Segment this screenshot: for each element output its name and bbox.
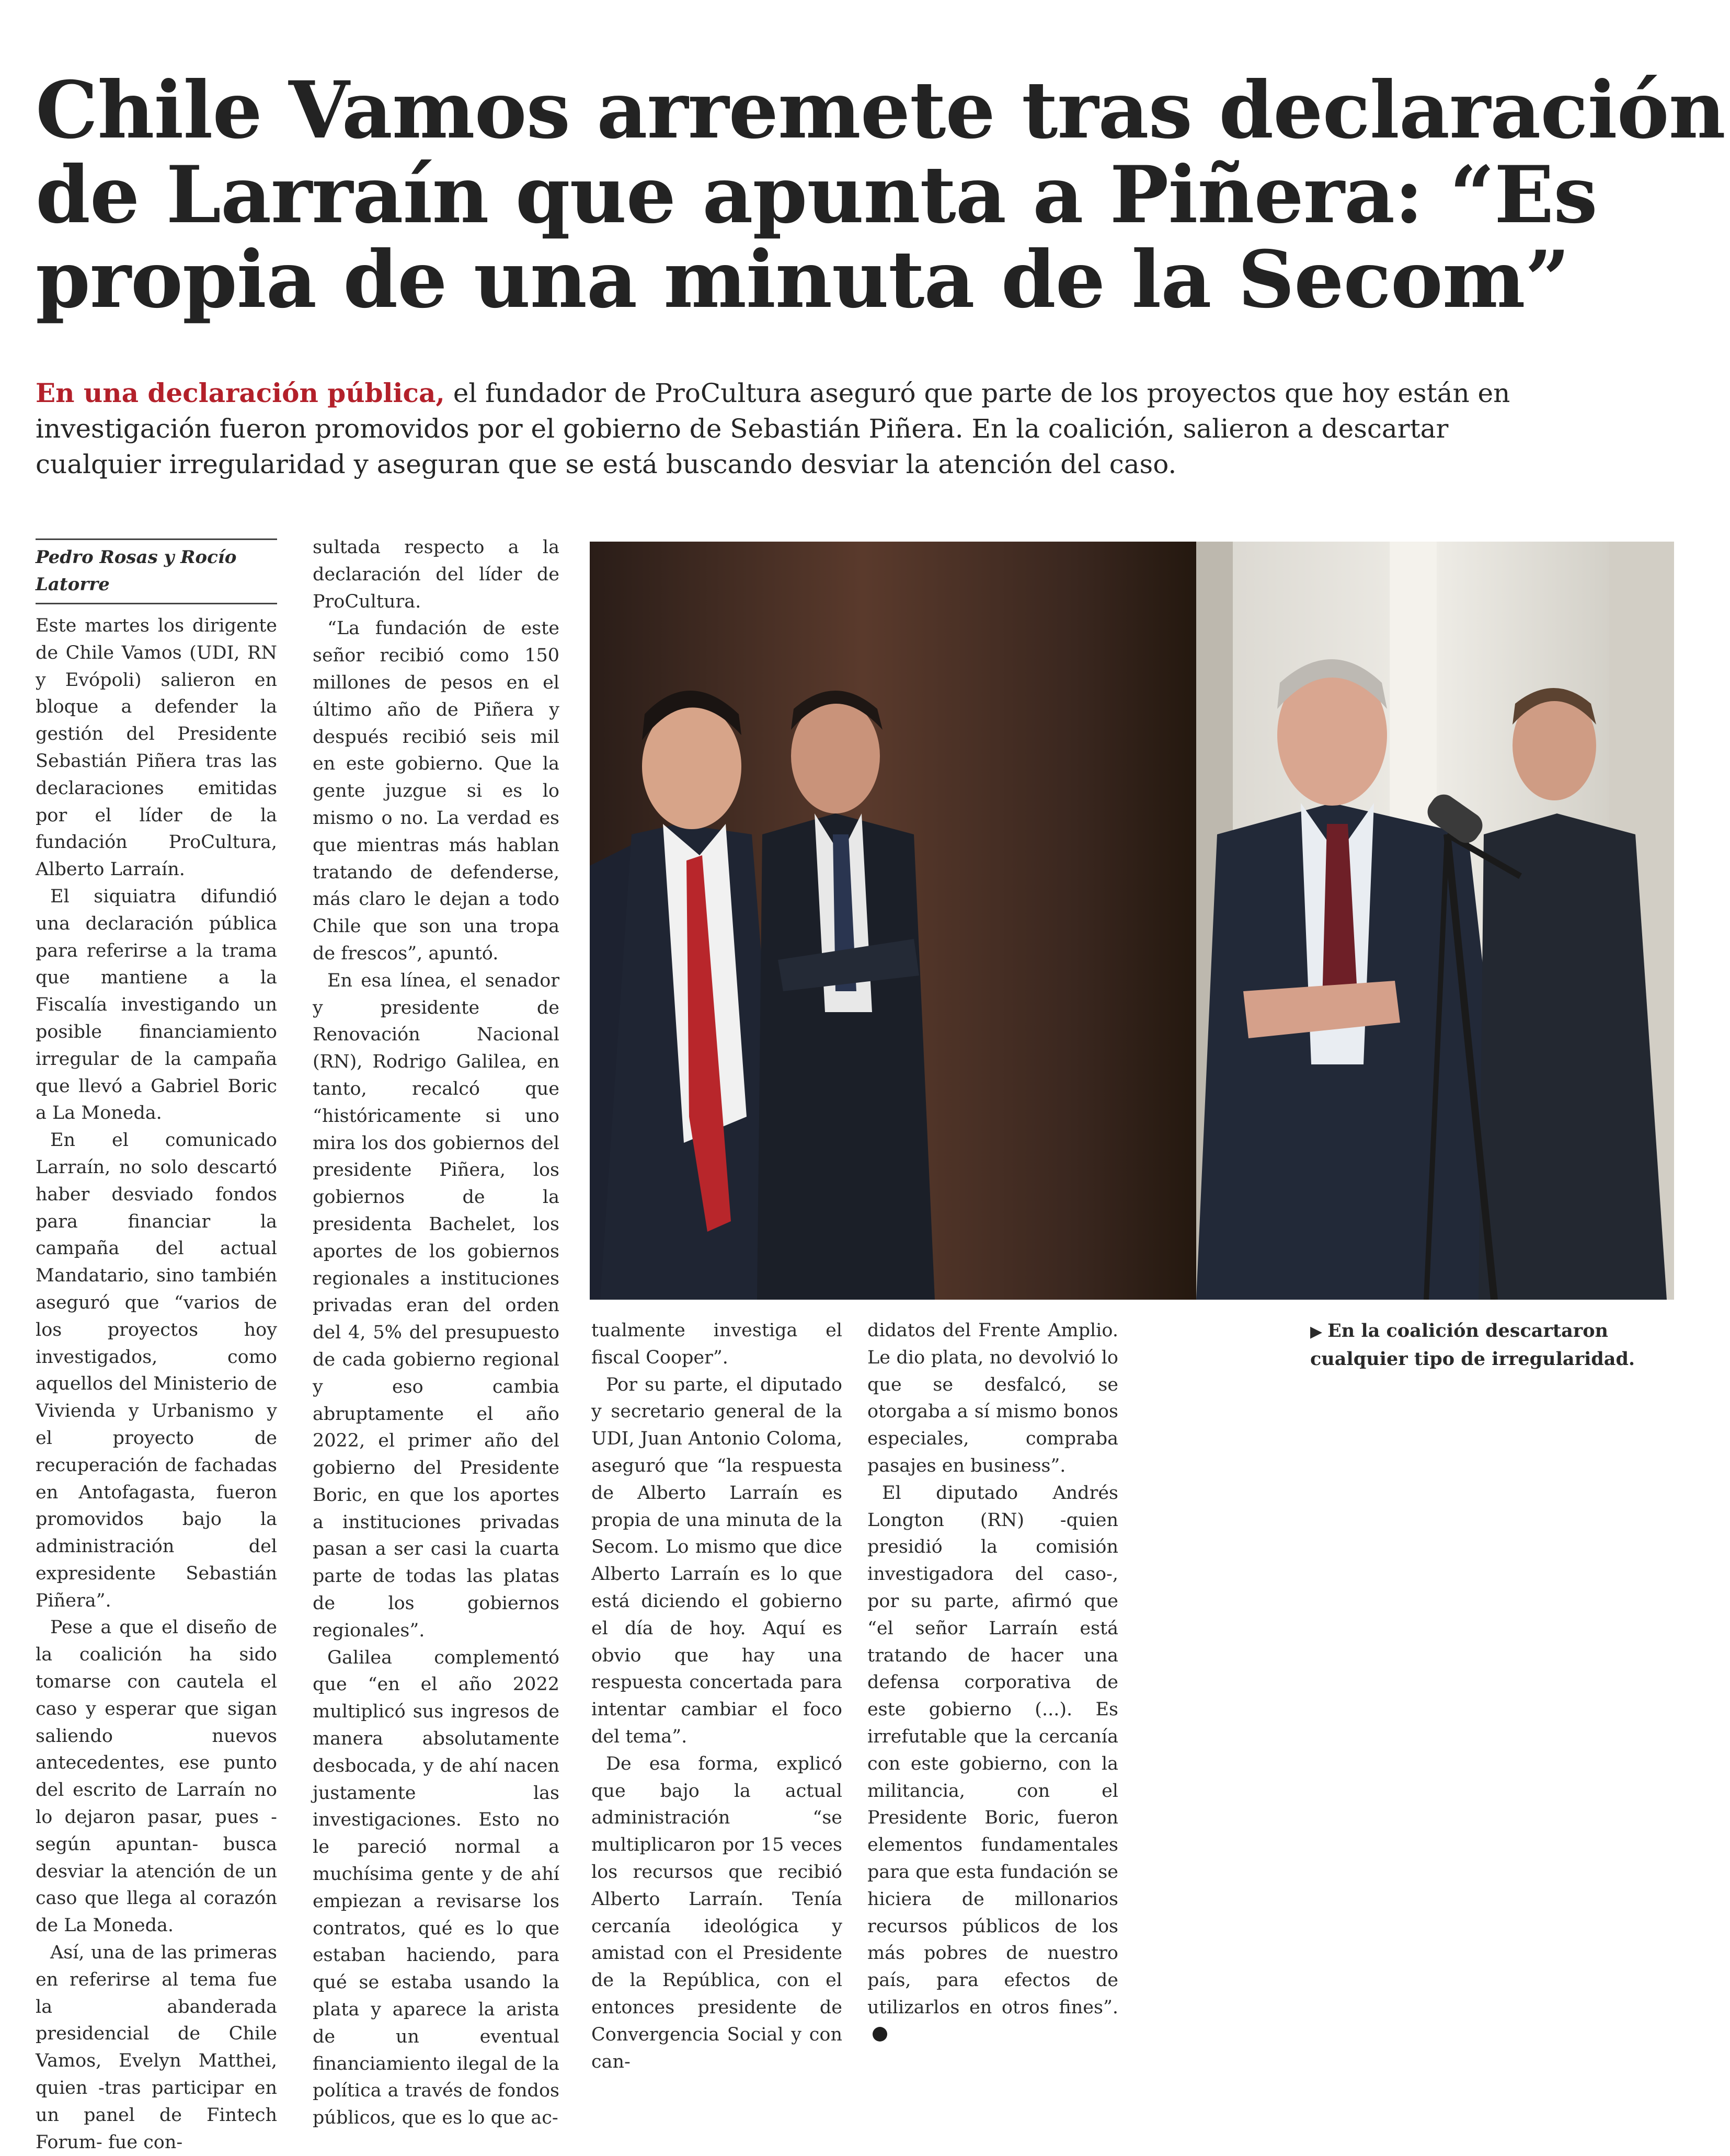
- deck-line-1: [36, 375, 1682, 411]
- headline: [36, 64, 1725, 326]
- byline-rule-top: [36, 538, 277, 540]
- paragraph-last-text: El diputado Andrés Longton (RN) -quien presidió la comisión investigadora del caso-, por su parte, afirmó que “el señor Larraín está tratando de hacer una defensa corporativa de este gobierno (...). Es irrefutable que la cercanía con este gobierno, con la militancia, con el Presidente Boric, fueron elementos fundamentales para que esta fundación se hiciera de millonarios recursos públicos de los más pobres de nuestro país, para efectos de utilizarlos en otros fines”.: [867, 1482, 1118, 2018]
- headline-line: Chile Vamos arremete tras declaración: [36, 64, 1725, 156]
- paragraph: Pese a que el diseño de la coalición ha sido tomarse con cautela el caso y esperar que sigan saliendo nuevos antecedentes, ese punto del escrito de Larraín no lo dejaron pasar, pues -según apuntan- busca desviar la atención de un caso que llega al corazón de La Moneda.: [36, 1617, 277, 1936]
- paragraph: De esa forma, explicó que bajo la actual administración “se multiplicaron por 15 veces los recursos que recibió Alberto Larraín. Tenía cercanía ideológica y amistad con el Presidente de la República, con el entonces presidente de Convergencia Social y con can-: [591, 1753, 842, 2072]
- filled-circle-icon: [873, 2027, 887, 2042]
- deck-lead: En una declaración pública,: [36, 377, 445, 408]
- paragraph: Por su parte, el diputado y secretario general de la UDI, Juan Antonio Coloma, aseguró que “la respuesta de Alberto Larraín es propia de una minuta de la Secom. Lo mismo que dice Alberto Larraín es lo que está diciendo el gobierno el día de hoy. Aquí es obvio que hay una respuesta concertada para intentar cambiar el foco del tema”.: [591, 1374, 842, 1747]
- byline: Pedro Rosas y Rocío Latorre: [36, 547, 237, 595]
- paragraph: Así, una de las primeras en referirse al tema fue la abanderada presidencial de Chile Vamos, Evelyn Matthei, quien -tras participar en un panel de Fintech Forum- fue con-: [36, 1942, 277, 2153]
- triangle-right-icon: ▶: [1310, 1323, 1323, 1341]
- paragraph: “La fundación de este señor recibió como 150 millones de pesos en el último año de Piñera y después recibió seis mil en este gobierno. Que la gente juzgue si es lo mismo o no. La verdad es que mientras más hablan tratando de defenderse, más claro le dejan a todo Chile que son una tropa de frescos”, apuntó.: [313, 618, 559, 964]
- paragraph: tualmente investiga el fiscal Cooper”.: [591, 1320, 842, 1368]
- headline-line: propia de una minuta de la Secom”: [36, 234, 1569, 326]
- body-column-2: [313, 534, 559, 2132]
- body-column-4: [867, 1317, 1118, 2049]
- deck: [36, 375, 1682, 482]
- body-column-3: [591, 1317, 842, 2075]
- deck-line-text: el fundador de ProCultura aseguró que parte de los proyectos que hoy están en: [444, 378, 1510, 408]
- paragraph: Este martes los dirigente de Chile Vamos (UDI, RN y Evópoli) salieron en bloque a defender la gestión del Presidente Sebastián Piñera tras las declaraciones emitidas por el líder de la fundación ProCultura, Alberto Larraín.: [36, 615, 277, 880]
- photo-caption: [1310, 1317, 1687, 1373]
- deck-line-3: cualquier irregularidad y aseguran que se está buscando desviar la atención del caso.: [36, 449, 1177, 479]
- deck-line-2: investigación fueron promovidos por el gobierno de Sebastián Piñera. En la coalición, salieron a descartar: [36, 414, 1449, 444]
- caption-text: En la coalición descartaron cualquier tipo de irregularidad.: [1310, 1320, 1635, 1370]
- paragraph: didatos del Frente Amplio. Le dio plata, no devolvió lo que se desfalcó, se otorgaba a sí mismo bonos especiales, compraba pasajes en business”.: [867, 1320, 1118, 1476]
- byline-rule-bottom: [36, 603, 277, 604]
- news-photo: [590, 542, 1674, 1300]
- paragraph: Galilea complementó que “en el año 2022 multiplicó sus ingresos de manera absolutamente desbocada, y de ahí nacen justamente las investigaciones. Esto no le pareció normal a muchísima gente y de ahí empiezan a revisarse los contratos, qué es lo que estaban haciendo, para qué se estaba usando la plata y aparece la arista de un eventual financiamiento ilegal de la política a través de fondos públicos, que es lo que ac-: [313, 1647, 559, 2129]
- politicians-at-microphone-photo: [590, 542, 1674, 1300]
- paragraph: El siquiatra difundió una declaración pública para referirse a la trama que mantiene a la Fiscalía investigando un posible financiamiento irregular de la campaña que llevó a Gabriel Boric a La Moneda.: [36, 886, 277, 1124]
- paragraph: En esa línea, el senador y presidente de Renovación Nacional (RN), Rodrigo Galilea, en tanto, recalcó que “históricamente si uno mira los dos gobiernos del presidente Piñera, los gobiernos de la presidenta Bachelet, los aportes de los gobiernos regionales a instituciones privadas eran del orden del 4, 5% del presupuesto de cada gobierno regional y eso cambia abruptamente el año 2022, el primer año del gobierno del Presidente Boric, en que los aportes a instituciones privadas pasan a ser casi la cuarta parte de todas las platas de los gobiernos regionales”.: [313, 970, 559, 1641]
- paragraph: sultada respecto a la declaración del líder de ProCultura.: [313, 537, 559, 612]
- body-column-1: [36, 613, 277, 2156]
- paragraph: En el comunicado Larraín, no solo descartó haber desviado fondos para financiar la campaña del actual Mandatario, sino también aseguró que “varios de los proyectos hoy investigados, como aquellos del Ministerio de Vivienda y Urbanismo y el proyecto de recuperación de fachadas en Antofagasta, fueron promovidos bajo la administración del expresidente Sebastián Piñera”.: [36, 1130, 277, 1611]
- paragraph-last: [867, 1480, 1118, 2049]
- headline-line: de Larraín que apunta a Piñera: “Es: [36, 149, 1597, 241]
